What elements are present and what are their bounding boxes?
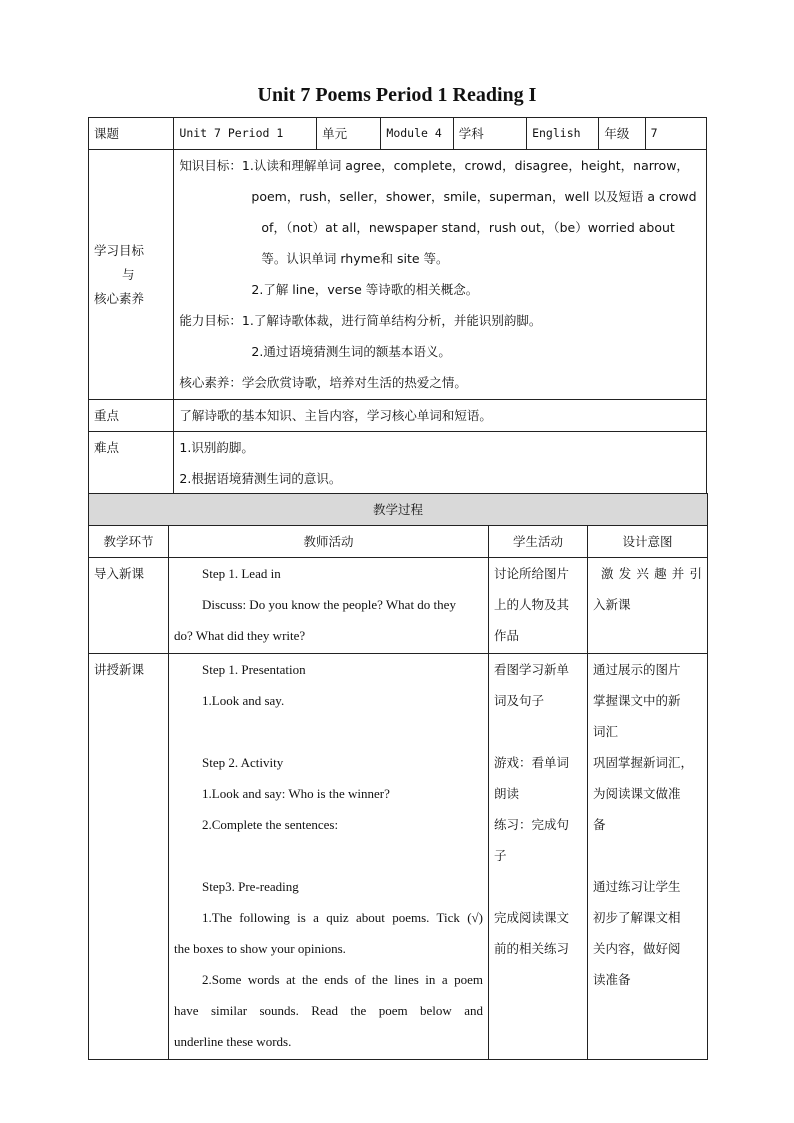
- teaching-design-line5: 为阅读课文做准: [593, 786, 681, 801]
- intro-student-line2: 上的人物及其: [494, 597, 570, 612]
- unit-label: 单元: [317, 118, 381, 150]
- knowledge-goal-line3: of，（not）at all，newspaper stand，rush out，（be）worried about: [261, 220, 675, 235]
- teaching-student-line8: 前的相关练习: [494, 941, 570, 956]
- grade-value: 7: [645, 118, 706, 150]
- knowledge-goal-line4: 等。认识单词 rhyme和 site 等。: [261, 251, 449, 266]
- difficulty-1: 1.识别韵脚。: [179, 440, 254, 455]
- ability-goal-1: 能力目标：1.了解诗歌体裁，进行简单结构分析，并能识别韵脚。: [179, 313, 542, 328]
- col-teacher: 教师活动: [169, 526, 489, 558]
- intro-design-line2: 入新课: [593, 597, 631, 612]
- teaching-design-line8: 初步了解课文相: [593, 910, 681, 925]
- teaching-student-line6: 子: [494, 848, 507, 863]
- objectives-content: [174, 150, 707, 400]
- objectives-label-line3: 核心素养: [94, 290, 145, 306]
- lesson-info-table: [88, 117, 707, 495]
- intro-student-line1: 讨论所给图片: [494, 566, 570, 581]
- teaching-teacher: [169, 654, 489, 1060]
- teaching-student-line5: 练习：完成句: [494, 817, 570, 832]
- knowledge-goal-line2: poem，rush，seller，shower，smile，superman，well 以及短语 a crowd: [251, 189, 697, 204]
- objectives-label-line1: 学习目标: [94, 242, 145, 258]
- teaching-design-line7: 通过练习让学生: [593, 879, 681, 894]
- unit-value: Module 4: [381, 118, 453, 150]
- teaching-teacher-line11: underline these words.: [174, 1034, 292, 1049]
- knowledge-goal-line1: 知识目标：1.认读和理解单词 agree，complete，crowd，disagree，height，narrow，: [179, 158, 689, 173]
- key-points-row: [89, 400, 707, 432]
- teaching-teacher-line2: 1.Look and say.: [202, 693, 285, 708]
- teaching-design-line6: 备: [593, 817, 606, 832]
- teaching-design: [588, 654, 708, 1060]
- grade-label: 年级: [599, 118, 645, 150]
- teaching-teacher-line4: 1.Look and say: Who is the winner?: [202, 786, 390, 801]
- objectives-label: [89, 150, 174, 400]
- difficulties-label: 难点: [89, 432, 174, 495]
- ability-goal-2: 2.通过语境猜测生词的额基本语义。: [251, 344, 451, 359]
- core-literacy: 核心素养：学会欣赏诗歌，培养对生活的热爱之情。: [179, 375, 467, 390]
- key-points-label: 重点: [89, 400, 174, 432]
- teaching-teacher-line10: have similar sounds. Read the poem below and: [174, 1003, 483, 1018]
- teaching-teacher-line7: 1.The following is a quiz about poems. Tick (√): [202, 910, 483, 925]
- teaching-student-line4: 朗读: [494, 786, 520, 801]
- intro-student: [489, 558, 588, 654]
- lesson-header-row: [89, 118, 707, 150]
- intro-stage: 导入新课: [89, 558, 169, 654]
- teaching-teacher-line6: Step3. Pre-reading: [202, 879, 299, 894]
- teaching-design-line1: 通过展示的图片: [593, 662, 681, 677]
- difficulties-row: [89, 432, 707, 495]
- intro-teacher: [169, 558, 489, 654]
- document-title: Unit 7 Poems Period 1 Reading I: [257, 84, 537, 106]
- difficulties-content: [174, 432, 707, 495]
- teaching-teacher-line8: the boxes to show your opinions.: [174, 941, 346, 956]
- intro-student-line3: 作品: [494, 628, 520, 643]
- intro-design-line1: 激发兴趣并引: [601, 566, 703, 581]
- subject-label: 学科: [453, 118, 526, 150]
- col-design: 设计意图: [588, 526, 708, 558]
- teaching-design-line9: 关内容，做好阅: [593, 941, 681, 956]
- knowledge-goal-2: 2.了解 line，verse 等诗歌的相关概念。: [251, 282, 479, 297]
- teaching-teacher-line3: Step 2. Activity: [202, 755, 284, 770]
- col-student: 学生活动: [489, 526, 588, 558]
- teaching-student: [489, 654, 588, 1060]
- teaching-student-line2: 词及句子: [494, 693, 545, 708]
- teaching-design-line2: 掌握课文中的新: [593, 693, 681, 708]
- teaching-stage: 讲授新课: [89, 654, 169, 1060]
- intro-teacher-line3: do? What did they write?: [174, 628, 306, 643]
- teaching-row: [89, 654, 708, 1060]
- intro-design: [588, 558, 708, 654]
- teaching-student-line3: 游戏：看单词: [494, 755, 570, 770]
- subject-value: English: [527, 118, 599, 150]
- key-points-text: 了解诗歌的基本知识、主旨内容，学习核心单词和短语。: [174, 400, 707, 432]
- objectives-row: [89, 150, 707, 400]
- teaching-teacher-line1: Step 1. Presentation: [202, 662, 306, 677]
- objectives-label-line2: 与: [122, 266, 135, 282]
- teaching-student-line1: 看图学习新单: [494, 662, 570, 677]
- teaching-design-line3: 词汇: [593, 724, 619, 739]
- teaching-student-line7: 完成阅读课文: [494, 910, 570, 925]
- teaching-teacher-line5: 2.Complete the sentences:: [202, 817, 339, 832]
- teaching-process-table: [88, 493, 708, 1060]
- process-heading: 教学过程: [89, 494, 708, 526]
- intro-row: [89, 558, 708, 654]
- process-heading-row: [89, 494, 708, 526]
- topic-value: Unit 7 Period 1: [174, 118, 317, 150]
- teaching-design-line10: 读准备: [593, 972, 631, 987]
- col-stage: 教学环节: [89, 526, 169, 558]
- topic-label: 课题: [89, 118, 174, 150]
- intro-teacher-line2: Discuss: Do you know the people? What do they: [202, 597, 456, 612]
- teaching-design-line4: 巩固掌握新词汇，: [593, 755, 694, 770]
- column-header-row: [89, 526, 708, 558]
- difficulty-2: 2.根据语境猜测生词的意识。: [179, 471, 342, 486]
- teaching-teacher-line9: 2.Some words at the ends of the lines in a poem: [202, 972, 483, 987]
- intro-teacher-line1: Step 1. Lead in: [202, 566, 281, 581]
